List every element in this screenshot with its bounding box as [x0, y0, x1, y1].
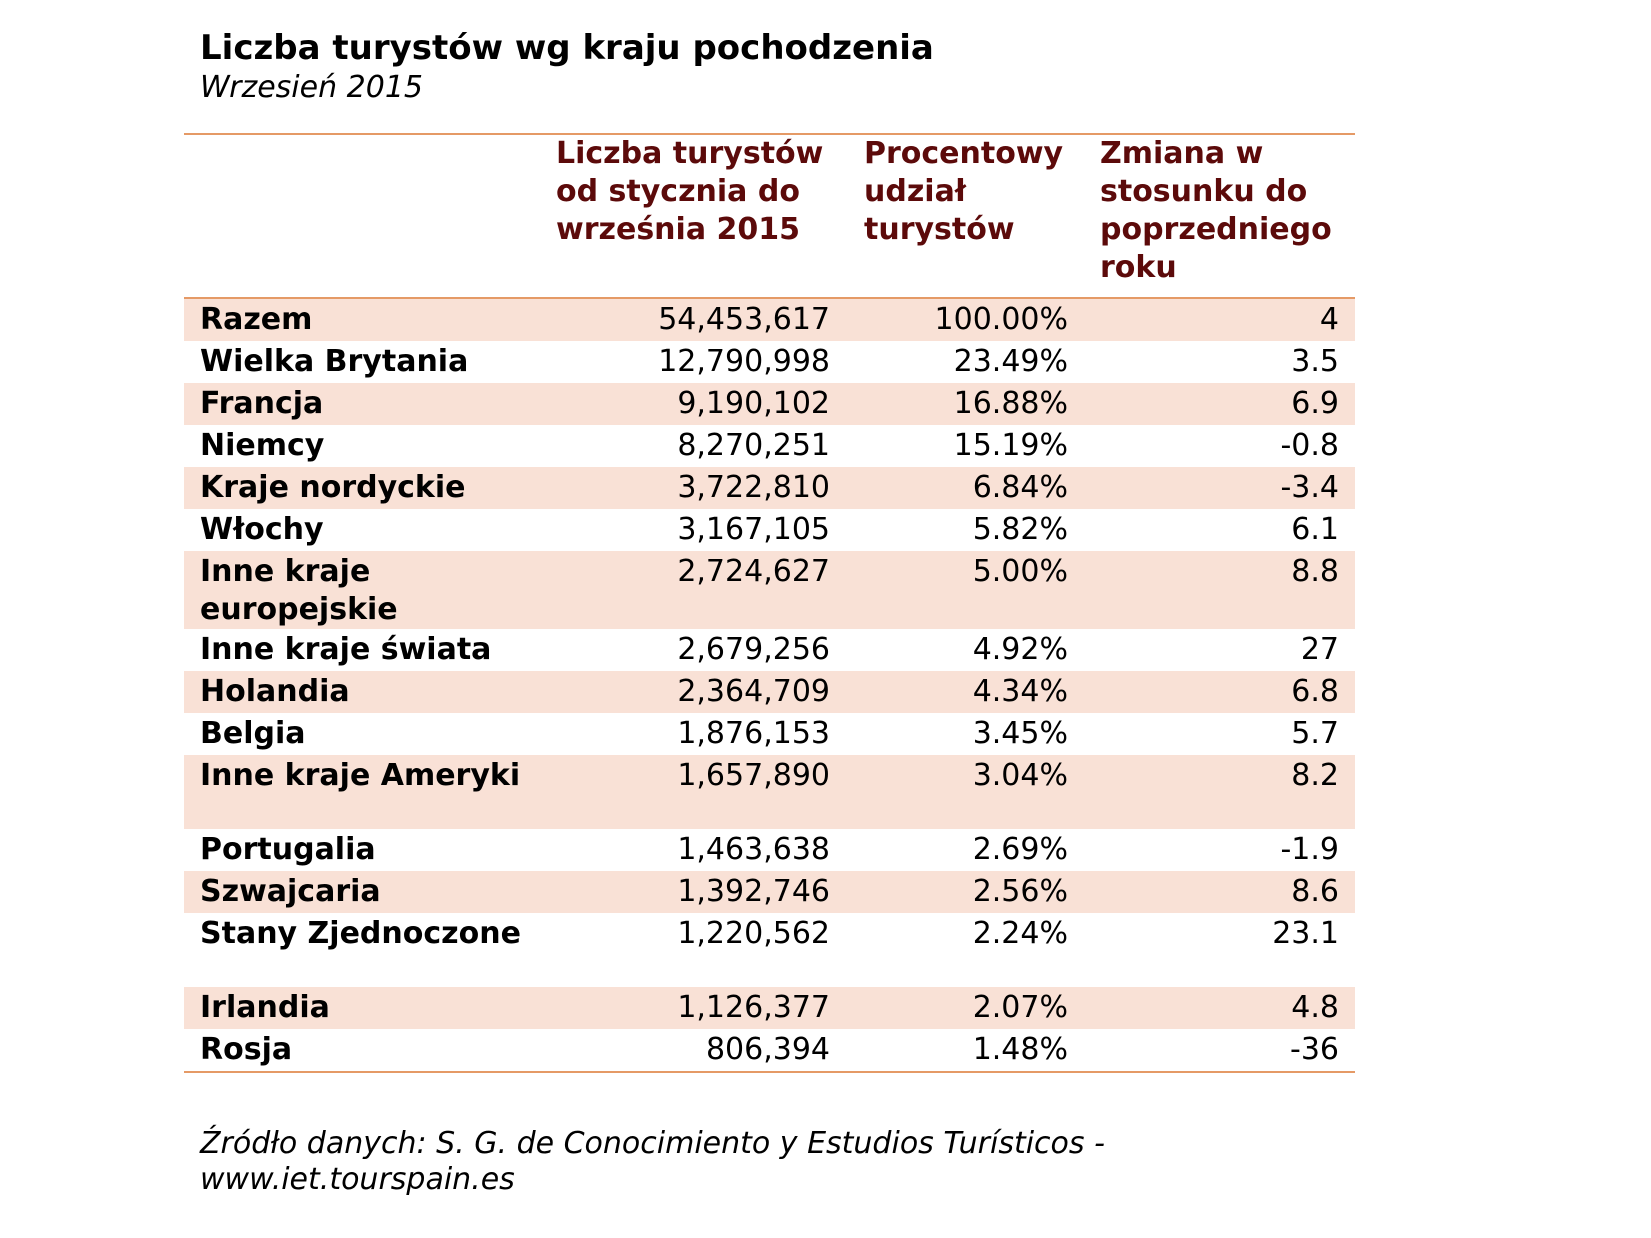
tourist-share: 5.00% [846, 551, 1084, 629]
table-row [184, 341, 1355, 383]
country-name: Rosja [200, 1032, 293, 1067]
country-name: Razem [184, 298, 556, 341]
year-change: 23.1 [1272, 916, 1339, 951]
country-name: Inne kraje świata [200, 632, 492, 667]
table-row [184, 383, 1355, 425]
tourist-count: 2,679,256 [677, 632, 830, 667]
tourist-count: 8,270,251 [677, 428, 830, 463]
table-row [184, 425, 1355, 467]
tourist-share: 2.69% [972, 832, 1068, 867]
year-change: 8.6 [1084, 871, 1355, 913]
year-change: -3.4 [1084, 467, 1355, 509]
tourist-share: 3.04% [846, 755, 1084, 829]
table-row [184, 913, 1355, 987]
source-line-2: www.iet.tourspain.es [200, 1162, 515, 1197]
country-name: Holandia [184, 671, 556, 713]
country-name: Irlandia [184, 987, 556, 1029]
year-change: 8.8 [1084, 551, 1355, 629]
page-title: Liczba turystów wg kraju pochodzenia [200, 28, 934, 68]
table-row [184, 755, 1355, 829]
tourists-table [184, 133, 1355, 1073]
tourist-share: 4.34% [846, 671, 1084, 713]
table-row [184, 871, 1355, 913]
country-name: Stany Zjednoczone [200, 916, 521, 951]
tourist-count: 1,463,638 [677, 832, 830, 867]
tourist-count: 54,453,617 [556, 298, 846, 341]
tourist-count: 1,126,377 [556, 987, 846, 1029]
table-row [184, 467, 1355, 509]
year-change: -36 [1290, 1032, 1339, 1067]
country-name: Belgia [200, 716, 306, 751]
header-count [556, 134, 846, 298]
tourist-count: 9,190,102 [556, 383, 846, 425]
table-row [184, 671, 1355, 713]
country-name: Inne kraje Ameryki [184, 755, 556, 829]
source-note [200, 1126, 1105, 1198]
year-change: -1.9 [1280, 832, 1339, 867]
year-change: 6.1 [1291, 512, 1339, 547]
table-row [184, 509, 1355, 551]
tourist-share: 16.88% [846, 383, 1084, 425]
country-name: Portugalia [200, 832, 376, 867]
tourist-share: 3.45% [972, 716, 1068, 751]
tourist-count: 1,876,153 [677, 716, 830, 751]
header-change-label: Zmiana w stosunku do poprzedniego roku [1100, 136, 1332, 285]
country-name: Włochy [200, 512, 324, 547]
header-count-label: Liczba turystów od stycznia do września 2015 [556, 136, 824, 247]
header-name [184, 134, 556, 298]
country-name: Francja [184, 383, 556, 425]
header-percentage-label: Procentowy udział turystów [864, 136, 1064, 247]
page-subtitle: Wrzesień 2015 [200, 70, 423, 105]
tourist-count: 3,167,105 [677, 512, 830, 547]
year-change: 8.2 [1084, 755, 1355, 829]
tourist-share: 100.00% [846, 298, 1084, 341]
year-change: 6.8 [1084, 671, 1355, 713]
tourist-count: 2,724,627 [556, 551, 846, 629]
tourist-share: 4.92% [972, 632, 1068, 667]
country-name: Wielka Brytania [200, 344, 469, 379]
tourist-count: 3,722,810 [556, 467, 846, 509]
country-name: Kraje nordyckie [184, 467, 556, 509]
tourist-share: 5.82% [972, 512, 1068, 547]
tourist-count: 2,364,709 [556, 671, 846, 713]
tourist-count: 806,394 [705, 1032, 830, 1067]
table-row [184, 713, 1355, 755]
tourist-count: 12,790,998 [658, 344, 830, 379]
source-line-1: Źródło danych: S. G. de Conocimiento y Estudios Turísticos - [200, 1126, 1105, 1161]
tourist-count: 1,392,746 [556, 871, 846, 913]
table-row [184, 298, 1355, 341]
tourist-share: 1.48% [972, 1032, 1068, 1067]
year-change: 3.5 [1291, 344, 1339, 379]
country-name: Inne kraje europejskie [184, 551, 556, 629]
table-row [184, 629, 1355, 671]
table-row [184, 829, 1355, 871]
year-change: 27 [1300, 632, 1339, 667]
year-change: 4.8 [1084, 987, 1355, 1029]
tourist-share: 2.07% [846, 987, 1084, 1029]
tourist-share: 2.56% [846, 871, 1084, 913]
year-change: 6.9 [1084, 383, 1355, 425]
country-name: Niemcy [200, 428, 325, 463]
year-change: 5.7 [1291, 716, 1339, 751]
table-row [184, 987, 1355, 1029]
tourist-share: 15.19% [953, 428, 1068, 463]
tourist-count: 1,220,562 [677, 916, 830, 951]
table-body [184, 298, 1355, 1072]
table-row [184, 1029, 1355, 1072]
tourist-share: 2.24% [972, 916, 1068, 951]
tourist-share: 23.49% [953, 344, 1068, 379]
header-percentage [846, 134, 1084, 298]
tourist-share: 6.84% [846, 467, 1084, 509]
header-change [1084, 134, 1355, 298]
table-row [184, 551, 1355, 629]
country-name: Szwajcaria [184, 871, 556, 913]
year-change: 4 [1084, 298, 1355, 341]
year-change: -0.8 [1280, 428, 1339, 463]
table-header-row [184, 134, 1355, 298]
tourist-count: 1,657,890 [556, 755, 846, 829]
